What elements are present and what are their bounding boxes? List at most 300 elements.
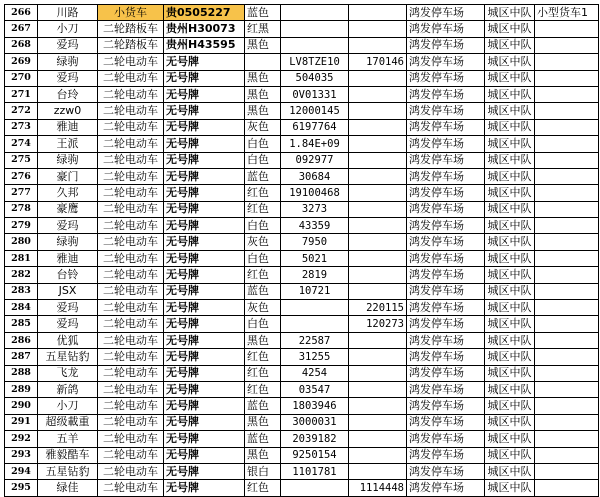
plate-cell: 无号牌 [164,398,245,414]
note-cell [535,250,599,266]
note-cell [535,267,599,283]
color-cell: 白色 [245,316,281,332]
row-number-cell: 270 [5,70,38,86]
vin-cell [281,300,349,316]
note-cell [535,480,599,496]
plate-cell: 无号牌 [164,316,245,332]
brand-cell: 久邦 [38,185,98,201]
vehicle-type-cell: 二轮电动车 [98,431,164,447]
vehicle-type-cell: 小货车 [98,5,164,21]
vehicle-type-cell: 二轮电动车 [98,447,164,463]
unit-cell: 城区中队 [485,332,535,348]
brand-cell: 五星钻豹 [38,349,98,365]
plate-cell: 无号牌 [164,218,245,234]
row-number-cell: 285 [5,316,38,332]
plate-cell: 无号牌 [164,54,245,70]
vehicle-type-cell: 二轮电动车 [98,300,164,316]
engine-number-cell [349,365,407,381]
vin-cell: 19100468 [281,185,349,201]
unit-cell: 城区中队 [485,398,535,414]
unit-cell: 城区中队 [485,283,535,299]
note-cell [535,332,599,348]
row-number-cell: 287 [5,349,38,365]
vin-cell: 9250154 [281,447,349,463]
vin-cell: 31255 [281,349,349,365]
engine-number-cell [349,349,407,365]
table-row [5,103,599,119]
table-row [5,168,599,184]
unit-cell: 城区中队 [485,349,535,365]
note-cell [535,21,599,37]
engine-number-cell [349,119,407,135]
parking-lot-cell: 鸿发停车场 [407,37,485,53]
color-cell: 白色 [245,152,281,168]
plate-cell: 无号牌 [164,168,245,184]
note-cell [535,136,599,152]
note-cell [535,349,599,365]
vin-cell [281,37,349,53]
vehicle-type-cell: 二轮电动车 [98,267,164,283]
row-number-cell: 271 [5,86,38,102]
row-number-cell: 294 [5,463,38,479]
row-number-cell: 284 [5,300,38,316]
table-row [5,54,599,70]
table-row [5,463,599,479]
vin-cell: LV8TZE10 [281,54,349,70]
vehicle-type-cell: 二轮电动车 [98,201,164,217]
brand-cell: 台铃 [38,267,98,283]
vin-cell: 03547 [281,381,349,397]
table-row [5,218,599,234]
unit-cell: 城区中队 [485,414,535,430]
vin-cell: 12000145 [281,103,349,119]
row-number-cell: 292 [5,431,38,447]
color-cell: 白色 [245,136,281,152]
table-row [5,5,599,21]
brand-cell: 小刀 [38,21,98,37]
table-row [5,201,599,217]
brand-cell: JSX [38,283,98,299]
row-number-cell: 279 [5,218,38,234]
plate-cell: 贵0505227 [164,5,245,21]
vehicle-type-cell: 二轮电动车 [98,398,164,414]
vehicle-type-cell: 二轮电动车 [98,218,164,234]
color-cell: 蓝色 [245,5,281,21]
note-cell [535,86,599,102]
vin-cell: 5021 [281,250,349,266]
row-number-cell: 286 [5,332,38,348]
note-cell [535,119,599,135]
unit-cell: 城区中队 [485,365,535,381]
engine-number-cell [349,283,407,299]
vehicle-type-cell: 二轮电动车 [98,86,164,102]
table-row [5,283,599,299]
parking-lot-cell: 鸿发停车场 [407,398,485,414]
plate-cell: 无号牌 [164,103,245,119]
parking-lot-cell: 鸿发停车场 [407,431,485,447]
vin-cell [281,21,349,37]
color-cell: 银白 [245,463,281,479]
vehicle-type-cell: 二轮电动车 [98,119,164,135]
table-row [5,349,599,365]
color-cell: 红色 [245,185,281,201]
unit-cell: 城区中队 [485,218,535,234]
unit-cell: 城区中队 [485,234,535,250]
plate-cell: 无号牌 [164,414,245,430]
brand-cell: 五星钻豹 [38,463,98,479]
parking-lot-cell: 鸿发停车场 [407,5,485,21]
engine-number-cell [349,431,407,447]
parking-lot-cell: 鸿发停车场 [407,381,485,397]
engine-number-cell [349,21,407,37]
color-cell: 黑色 [245,103,281,119]
table-row [5,381,599,397]
engine-number-cell [349,152,407,168]
unit-cell: 城区中队 [485,316,535,332]
color-cell: 灰色 [245,300,281,316]
unit-cell: 城区中队 [485,447,535,463]
plate-cell: 无号牌 [164,431,245,447]
parking-lot-cell: 鸿发停车场 [407,267,485,283]
plate-cell: 贵州H43595 [164,37,245,53]
parking-lot-cell: 鸿发停车场 [407,300,485,316]
table-row [5,300,599,316]
note-cell [535,381,599,397]
note-cell: 小型货车1 [535,5,599,21]
vin-cell: 10721 [281,283,349,299]
color-cell: 蓝色 [245,168,281,184]
unit-cell: 城区中队 [485,21,535,37]
unit-cell: 城区中队 [485,37,535,53]
table-row [5,70,599,86]
vin-cell: 3273 [281,201,349,217]
note-cell [535,316,599,332]
brand-cell: 绿佳 [38,480,98,496]
engine-number-cell [349,70,407,86]
plate-cell: 无号牌 [164,480,245,496]
plate-cell: 无号牌 [164,152,245,168]
brand-cell: 爱玛 [38,316,98,332]
plate-cell: 无号牌 [164,234,245,250]
plate-cell: 无号牌 [164,332,245,348]
table-row [5,431,599,447]
row-number-cell: 273 [5,119,38,135]
vin-cell [281,316,349,332]
vehicle-type-cell: 二轮电动车 [98,136,164,152]
row-number-cell: 276 [5,168,38,184]
vin-cell: 30684 [281,168,349,184]
table-row [5,414,599,430]
note-cell [535,463,599,479]
parking-lot-cell: 鸿发停车场 [407,119,485,135]
unit-cell: 城区中队 [485,381,535,397]
unit-cell: 城区中队 [485,152,535,168]
row-number-cell: 280 [5,234,38,250]
vehicle-type-cell: 二轮电动车 [98,381,164,397]
brand-cell: 绿驹 [38,152,98,168]
brand-cell: zzw0 [38,103,98,119]
engine-number-cell [349,463,407,479]
row-number-cell: 291 [5,414,38,430]
row-number-cell: 272 [5,103,38,119]
row-number-cell: 290 [5,398,38,414]
vehicle-type-cell: 二轮电动车 [98,185,164,201]
note-cell [535,54,599,70]
row-number-cell: 293 [5,447,38,463]
engine-number-cell [349,185,407,201]
color-cell: 黑色 [245,332,281,348]
row-number-cell: 267 [5,21,38,37]
table-row [5,365,599,381]
parking-lot-cell: 鸿发停车场 [407,365,485,381]
unit-cell: 城区中队 [485,185,535,201]
plate-cell: 无号牌 [164,381,245,397]
vehicle-type-cell: 二轮电动车 [98,234,164,250]
vin-cell [281,5,349,21]
vehicle-type-cell: 二轮电动车 [98,152,164,168]
brand-cell: 豪鹰 [38,201,98,217]
vin-cell: 7950 [281,234,349,250]
vehicle-type-cell: 二轮电动车 [98,463,164,479]
table-row [5,398,599,414]
brand-cell: 爱玛 [38,70,98,86]
row-number-cell: 282 [5,267,38,283]
parking-lot-cell: 鸿发停车场 [407,447,485,463]
table-row [5,21,599,37]
engine-number-cell [349,103,407,119]
engine-number-cell [349,332,407,348]
table-row [5,185,599,201]
note-cell [535,300,599,316]
engine-number-cell [349,168,407,184]
row-number-cell: 268 [5,37,38,53]
row-number-cell: 289 [5,381,38,397]
row-number-cell: 269 [5,54,38,70]
row-number-cell: 266 [5,5,38,21]
vin-cell [281,480,349,496]
color-cell: 白色 [245,218,281,234]
parking-lot-cell: 鸿发停车场 [407,152,485,168]
row-number-cell: 275 [5,152,38,168]
engine-number-cell: 120273 [349,316,407,332]
brand-cell: 雅迪 [38,250,98,266]
table-row [5,480,599,496]
brand-cell: 爱玛 [38,37,98,53]
color-cell: 蓝色 [245,283,281,299]
plate-cell: 无号牌 [164,119,245,135]
plate-cell: 无号牌 [164,283,245,299]
vin-cell: 2819 [281,267,349,283]
color-cell: 黑色 [245,37,281,53]
table-row [5,250,599,266]
parking-lot-cell: 鸿发停车场 [407,414,485,430]
parking-lot-cell: 鸿发停车场 [407,480,485,496]
unit-cell: 城区中队 [485,300,535,316]
table-row [5,332,599,348]
parking-lot-cell: 鸿发停车场 [407,283,485,299]
row-number-cell: 274 [5,136,38,152]
color-cell: 红黑 [245,21,281,37]
vehicle-type-cell: 二轮电动车 [98,103,164,119]
parking-lot-cell: 鸿发停车场 [407,316,485,332]
parking-lot-cell: 鸿发停车场 [407,168,485,184]
vehicle-type-cell: 二轮电动车 [98,365,164,381]
unit-cell: 城区中队 [485,431,535,447]
engine-number-cell [349,267,407,283]
color-cell: 蓝色 [245,431,281,447]
color-cell: 黑色 [245,86,281,102]
engine-number-cell [349,136,407,152]
unit-cell: 城区中队 [485,267,535,283]
vin-cell: 1101781 [281,463,349,479]
plate-cell: 无号牌 [164,447,245,463]
parking-lot-cell: 鸿发停车场 [407,103,485,119]
brand-cell: 小刀 [38,398,98,414]
plate-cell: 无号牌 [164,201,245,217]
parking-lot-cell: 鸿发停车场 [407,21,485,37]
plate-cell: 无号牌 [164,250,245,266]
engine-number-cell [349,86,407,102]
engine-number-cell: 170146 [349,54,407,70]
engine-number-cell [349,250,407,266]
vehicle-table [4,4,599,497]
engine-number-cell [349,398,407,414]
brand-cell: 超级載重 [38,414,98,430]
vin-cell: 6197764 [281,119,349,135]
engine-number-cell: 220115 [349,300,407,316]
parking-lot-cell: 鸿发停车场 [407,332,485,348]
color-cell: 红色 [245,349,281,365]
engine-number-cell [349,5,407,21]
plate-cell: 无号牌 [164,86,245,102]
note-cell [535,283,599,299]
vin-cell: 2039182 [281,431,349,447]
brand-cell: 飞龙 [38,365,98,381]
parking-lot-cell: 鸿发停车场 [407,70,485,86]
parking-lot-cell: 鸿发停车场 [407,349,485,365]
color-cell: 灰色 [245,234,281,250]
table-row [5,119,599,135]
vehicle-type-cell: 二轮电动车 [98,283,164,299]
color-cell: 蓝色 [245,398,281,414]
unit-cell: 城区中队 [485,480,535,496]
engine-number-cell: 1114448 [349,480,407,496]
plate-cell: 无号牌 [164,463,245,479]
table-body [5,5,599,497]
engine-number-cell [349,201,407,217]
table-row [5,267,599,283]
plate-cell: 无号牌 [164,267,245,283]
brand-cell: 王派 [38,136,98,152]
vehicle-type-cell: 二轮踏板车 [98,21,164,37]
table-row [5,316,599,332]
parking-lot-cell: 鸿发停车场 [407,201,485,217]
color-cell: 红色 [245,267,281,283]
unit-cell: 城区中队 [485,136,535,152]
note-cell [535,37,599,53]
note-cell [535,398,599,414]
plate-cell: 无号牌 [164,70,245,86]
plate-cell: 无号牌 [164,349,245,365]
vin-cell: 43359 [281,218,349,234]
row-number-cell: 278 [5,201,38,217]
brand-cell: 爱玛 [38,300,98,316]
unit-cell: 城区中队 [485,250,535,266]
plate-cell: 无号牌 [164,365,245,381]
plate-cell: 贵州H30073 [164,21,245,37]
row-number-cell: 288 [5,365,38,381]
parking-lot-cell: 鸿发停车场 [407,250,485,266]
parking-lot-cell: 鸿发停车场 [407,218,485,234]
vin-cell: 3000031 [281,414,349,430]
unit-cell: 城区中队 [485,463,535,479]
color-cell: 红色 [245,201,281,217]
color-cell: 灰色 [245,119,281,135]
table-row [5,86,599,102]
unit-cell: 城区中队 [485,70,535,86]
table-row [5,136,599,152]
unit-cell: 城区中队 [485,103,535,119]
note-cell [535,218,599,234]
vehicle-type-cell: 二轮电动车 [98,70,164,86]
row-number-cell: 283 [5,283,38,299]
vehicle-type-cell: 二轮电动车 [98,480,164,496]
brand-cell: 豪门 [38,168,98,184]
color-cell: 白色 [245,250,281,266]
vehicle-type-cell: 二轮电动车 [98,349,164,365]
table-row [5,234,599,250]
note-cell [535,365,599,381]
row-number-cell: 295 [5,480,38,496]
engine-number-cell [349,447,407,463]
table-row [5,152,599,168]
note-cell [535,70,599,86]
brand-cell: 雅迪 [38,119,98,135]
color-cell [245,54,281,70]
vehicle-type-cell: 二轮电动车 [98,414,164,430]
parking-lot-cell: 鸿发停车场 [407,54,485,70]
engine-number-cell [349,414,407,430]
table-row [5,447,599,463]
vin-cell: 1.84E+09 [281,136,349,152]
vin-cell: 22587 [281,332,349,348]
parking-lot-cell: 鸿发停车场 [407,185,485,201]
note-cell [535,185,599,201]
brand-cell: 爱玛 [38,218,98,234]
brand-cell: 新鸽 [38,381,98,397]
plate-cell: 无号牌 [164,136,245,152]
row-number-cell: 281 [5,250,38,266]
engine-number-cell [349,37,407,53]
engine-number-cell [349,234,407,250]
brand-cell: 雅毅酷车 [38,447,98,463]
note-cell [535,152,599,168]
color-cell: 红色 [245,381,281,397]
vin-cell: 504035 [281,70,349,86]
row-number-cell: 277 [5,185,38,201]
vin-cell: 092977 [281,152,349,168]
table-row [5,37,599,53]
parking-lot-cell: 鸿发停车场 [407,136,485,152]
vehicle-type-cell: 二轮踏板车 [98,37,164,53]
unit-cell: 城区中队 [485,86,535,102]
unit-cell: 城区中队 [485,168,535,184]
note-cell [535,234,599,250]
brand-cell: 绿驹 [38,54,98,70]
note-cell [535,447,599,463]
note-cell [535,103,599,119]
vin-cell: 0V01331 [281,86,349,102]
